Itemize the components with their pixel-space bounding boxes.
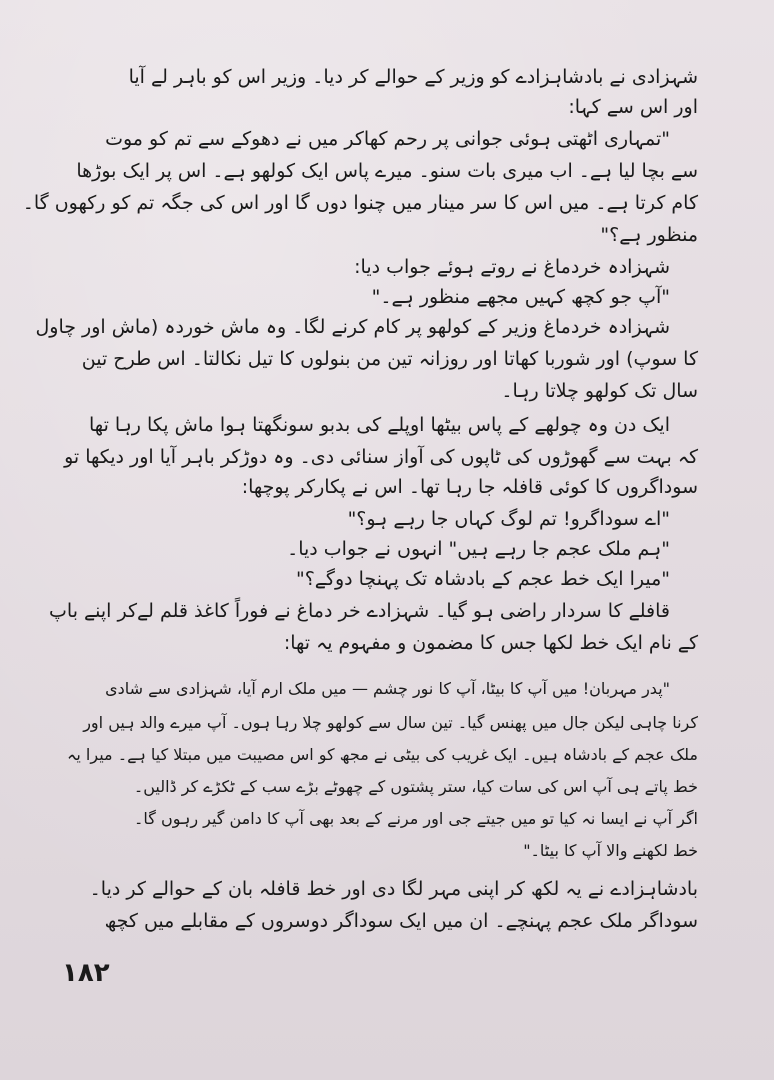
text-line-13: کہ بہت سے گھوڑوں کی ٹاپوں کی آواز سنائی دی۔ وہ دوڑکر باہر آیا اور دیکھا تو	[64, 446, 698, 468]
text-line-2: اور اس سے کہا:	[568, 96, 698, 118]
text-line-12: ایک دن وہ چولھے کے پاس بیٹھا اوپلے کی بدبو سونگھتا ہوا ماش پکا رہا تھا	[89, 414, 670, 436]
text-line-4: سے بچا لیا ہے۔ اب میری بات سنو۔ میرے پاس ایک کولھو ہے۔ اس پر ایک بوڑھا	[76, 160, 698, 182]
text-line-5: کام کرتا ہے۔ میں اس کا سر مینار میں چنوا دوں گا اور اس کی جگہ تم کو رکھوں گا۔	[22, 192, 698, 214]
letter-line-3: ملک عجم کے بادشاہ ہیں۔ ایک غریب کی بیٹی نے مجھ کو اس مصیبت میں مبتلا کیا ہے۔ میرا یہ	[67, 745, 698, 764]
text-line-17: "میرا ایک خط عجم کے بادشاہ تک پہنچا دوگے؟"	[295, 568, 670, 590]
text-line-10: کا سوپ) اور شوربا کھاتا اور روزانہ تین من بنولوں کا تیل نکالتا۔ اس طرح تین	[81, 348, 698, 370]
text-line-1: شہزادی نے بادشاہزادے کو وزیر کے حوالے کر دیا۔ وزیر اس کو باہر لے آیا	[128, 66, 698, 88]
text-line-15: "اے سوداگرو! تم لوگ کہاں جا رہے ہو؟"	[347, 508, 670, 530]
text-line-16: "ہم ملک عجم جا رہے ہیں" انہوں نے جواب دیا۔	[287, 538, 670, 560]
letter-line-2: کرنا چاہی لیکن جال میں پھنس گیا۔ تین سال سے کولھو چلا رہا ہوں۔ آپ میرے والد ہیں اور	[83, 713, 698, 732]
letter-line-5: اگر آپ نے ایسا نہ کیا تو میں جیتے جی اور مرنے کے بعد بھی آپ کا دامن گیر رہوں گا۔	[133, 809, 698, 828]
closing-line-1: بادشاہزادے نے یہ لکھ کر اپنی مہر لگا دی اور خط قافلہ بان کے حوالے کر دیا۔	[89, 878, 698, 900]
text-line-3: "تمہاری اٹھتی ہوئی جوانی پر رحم کھاکر میں نے دھوکے سے تم کو موت	[105, 128, 670, 150]
letter-line-1: "پدر مہربان! میں آپ کا بیٹا، آپ کا نور چشم — میں ملک ارم آیا، شہزادی سے شادی	[105, 679, 670, 698]
closing-line-2: سوداگر ملک عجم پہنچے۔ ان میں ایک سوداگر دوسروں کے مقابلے میں کچھ	[104, 910, 698, 932]
text-line-14: سوداگروں کا کوئی قافلہ جا رہا تھا۔ اس نے پکارکر پوچھا:	[241, 476, 698, 498]
text-line-8: "آپ جو کچھ کہیں مجھے منظور ہے۔"	[371, 286, 670, 308]
text-line-6: منظور ہے؟"	[600, 224, 698, 246]
text-line-11: سال تک کولھو چلاتا رہا۔	[501, 380, 698, 402]
letter-line-6: خط لکھنے والا آپ کا بیٹا۔"	[523, 841, 698, 860]
letter-line-4: خط پاتے ہی آپ اس کی سات کیا، ستر پشتوں کے چھوٹے بڑے سب کے ٹکڑے کر ڈالیں۔	[133, 777, 698, 796]
text-line-7: شہزادہ خردماغ نے روتے ہوئے جواب دیا:	[354, 256, 670, 278]
text-line-18: قافلے کا سردار راضی ہو گیا۔ شہزادے خر دماغ نے فوراً کاغذ قلم لےکر اپنے باپ	[49, 600, 670, 622]
text-line-9: شہزادہ خردماغ وزیر کے کولھو پر کام کرنے لگا۔ وہ ماش خوردہ (ماش اور چاول	[35, 316, 670, 338]
page-number: ۱۸۲	[62, 958, 110, 988]
text-line-19: کے نام ایک خط لکھا جس کا مضمون و مفہوم یہ تھا:	[283, 632, 698, 654]
